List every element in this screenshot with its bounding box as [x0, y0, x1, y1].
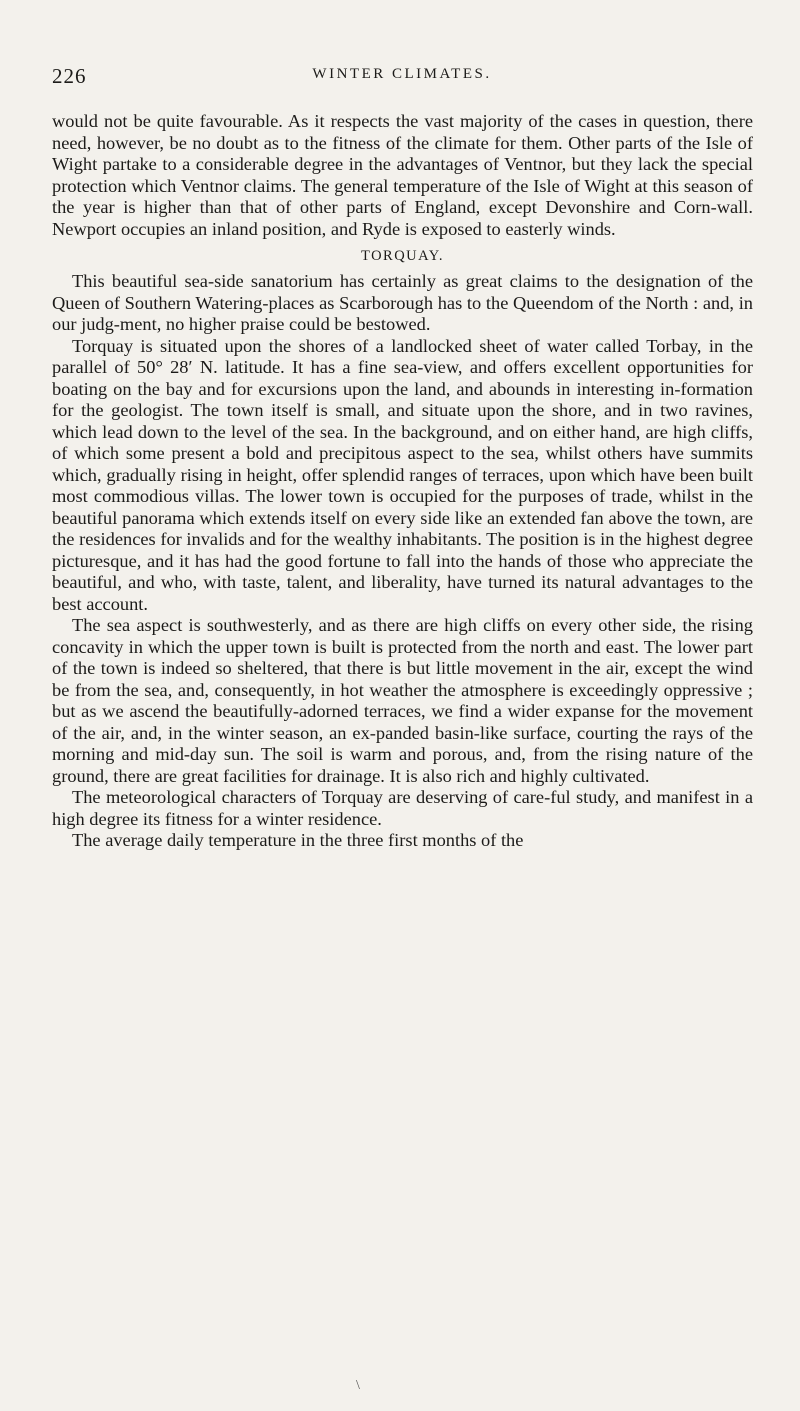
paragraph: Torquay is situated upon the shores of a landlocked sheet of water called Torbay, in the parallel of 50° 28′ N. latitude. It has a fine sea-view, and offers excellent opportunities for boating on the bay and for excursions upon the land, and abounds in interesting in-formation for the geologist. The town itself is small, and situate upon the shore, and in two ravines, which lead down to the level of the sea. In the background, and on either hand, are high cliffs, of which some present a bold and precipitous aspect to the sea, whilst others have summits which, gradually rising in height, offer splendid ranges of terraces, upon which have been built most commodious villas. The lower town is occupied for the purposes of trade, whilst in the beautiful panorama which extends itself on every side like an extended fan above the town, are the residences for invalids and for the wealthy inhabitants. The position is in the highest degree picturesque, and it has had the good fortune to fall into the hands of those who appreciate the beautiful, and who, with taste, talent, and liberality, have turned its natural advantages to the best account. — [52, 335, 753, 614]
body-text — [52, 111, 753, 852]
paragraph: The meteorological characters of Torquay are deserving of care-ful study, and manifest in a high degree its fitness for a winter residence. — [52, 787, 753, 829]
paragraph: This beautiful sea-side sanatorium has certainly as great claims to the designation of the Queen of Southern Watering-places as Scarborough has to the Queendom of the North : and, in our judg-ment, no higher praise could be bestowed. — [52, 271, 753, 334]
paragraph-continuation: would not be quite favourable. As it respects the vast majority of the cases in question, there need, however, be no doubt as to the fitness of the climate for them. Other parts of the Isle of Wight partake to a considerable degree in the advantages of Ventnor, but they lack the special protection which Ventnor claims. The general temperature of the Isle of Wight at this season of the year is higher than that of other parts of England, except Devonshire and Corn-wall. Newport occupies an inland position, and Ryde is exposed to easterly winds. — [52, 111, 753, 239]
paragraph: The sea aspect is southwesterly, and as there are high cliffs on every other side, the rising concavity in which the upper town is built is protected from the north and east. The lower part of the town is indeed so sheltered, that there is but little movement in the air, except the wind be from the sea, and, consequently, in hot weather the atmosphere is exceedingly oppressive ; but as we ascend the beautifully-adorned terraces, we find a wider expanse for the movement of the air, and, in the winter season, an ex-panded basin-like surface, courting the rays of the morning and mid-day sun. The soil is warm and porous, and, from the rising nature of the ground, there are great facilities for drainage. It is also rich and highly cultivated. — [52, 615, 753, 786]
page-edge-mark: \ — [356, 1378, 360, 1393]
section-heading: TORQUAY. — [360, 248, 445, 264]
paragraph: The average daily temperature in the three first months of the — [72, 830, 524, 850]
running-title: WINTER CLIMATES. — [312, 66, 492, 82]
page-number: 226 — [52, 64, 87, 88]
page-header — [52, 64, 752, 90]
